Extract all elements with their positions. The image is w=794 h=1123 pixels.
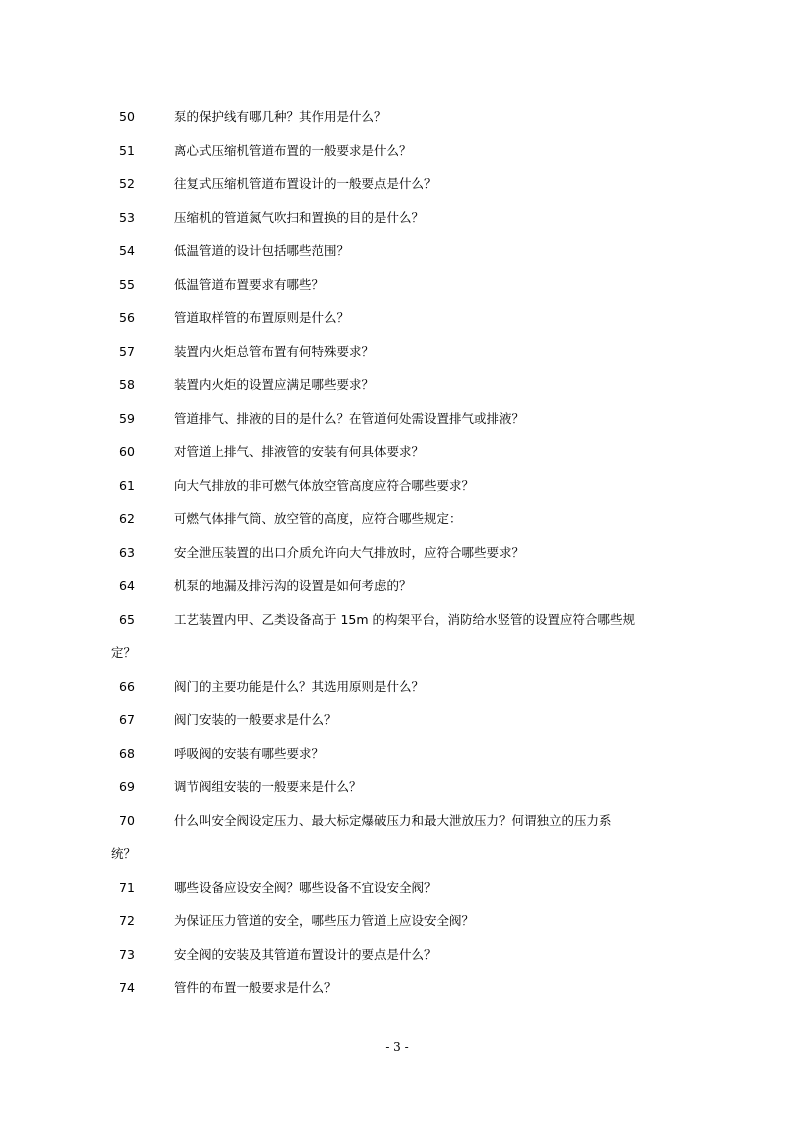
question-text: 装置内火炬总管布置有何特殊要求？ bbox=[174, 343, 375, 359]
question-number: 60 bbox=[119, 444, 135, 459]
question-text: 什么叫安全阀设定压力、最大标定爆破压力和最大泄放压力？何谓独立的压力系 bbox=[174, 812, 612, 828]
question-item bbox=[119, 745, 679, 763]
question-number: 58 bbox=[119, 377, 135, 392]
question-item bbox=[119, 879, 679, 897]
question-text: 向大气排放的非可燃气体放空管高度应符合哪些要求？ bbox=[174, 477, 475, 493]
question-text: 哪些设备应设安全阀？哪些设备不宜设安全阀？ bbox=[174, 879, 437, 895]
question-number: 54 bbox=[119, 243, 135, 258]
question-text: 工艺装置内甲、乙类设备高于 15m 的构架平台，消防给水竖管的设置应符合哪些规 bbox=[174, 611, 636, 627]
question-number: 53 bbox=[119, 209, 135, 225]
question-item bbox=[111, 812, 679, 864]
question-number: 71 bbox=[119, 879, 135, 895]
question-text: 阀门的主要功能是什么？其选用原则是什么？ bbox=[174, 678, 425, 694]
question-number: 56 bbox=[119, 310, 135, 325]
question-item bbox=[119, 979, 679, 997]
question-number: 64 bbox=[119, 578, 135, 593]
question-text: 离心式压缩机管道布置的一般要求是什么？ bbox=[174, 142, 412, 158]
question-item bbox=[119, 376, 679, 394]
question-item bbox=[119, 343, 679, 361]
question-list bbox=[111, 108, 679, 1013]
question-item bbox=[119, 175, 679, 193]
question-number: 52 bbox=[119, 176, 135, 191]
question-item bbox=[119, 142, 679, 160]
question-text: 呼吸阀的安装有哪些要求？ bbox=[174, 745, 325, 761]
question-number: 69 bbox=[119, 779, 135, 794]
question-text: 调节阀组安装的一般要来是什么？ bbox=[174, 779, 362, 794]
question-item bbox=[119, 309, 679, 327]
question-number: 62 bbox=[119, 511, 135, 526]
question-item bbox=[119, 778, 679, 796]
question-number: 61 bbox=[119, 477, 135, 493]
question-text: 安全阀的安装及其管道布置设计的要点是什么？ bbox=[174, 946, 437, 962]
question-item bbox=[119, 209, 679, 227]
question-item bbox=[119, 108, 679, 126]
question-text: 往复式压缩机管道布置设计的一般要点是什么？ bbox=[174, 176, 437, 191]
question-number: 57 bbox=[119, 343, 135, 359]
question-text-continuation: 统？ bbox=[111, 846, 137, 861]
question-text: 管件的布置一般要求是什么？ bbox=[174, 980, 337, 995]
question-number: 59 bbox=[119, 410, 135, 426]
question-number: 73 bbox=[119, 946, 135, 962]
question-number: 55 bbox=[119, 276, 135, 292]
question-item bbox=[119, 510, 679, 528]
question-text: 可燃气体排气筒、放空管的高度，应符合哪些规定： bbox=[174, 511, 462, 526]
question-item bbox=[119, 410, 679, 428]
question-number: 65 bbox=[119, 611, 135, 627]
question-text: 对管道上排气、排液管的安装有何具体要求？ bbox=[174, 444, 425, 459]
question-item bbox=[119, 678, 679, 696]
question-text: 泵的保护线有哪几种？其作用是什么？ bbox=[174, 109, 387, 124]
question-number: 68 bbox=[119, 745, 135, 761]
question-text: 机泵的地漏及排污沟的设置是如何考虑的？ bbox=[174, 578, 412, 593]
question-text: 低温管道的设计包括哪些范围？ bbox=[174, 243, 350, 258]
question-text: 低温管道布置要求有哪些？ bbox=[174, 276, 325, 292]
question-text: 阀门安装的一般要求是什么？ bbox=[174, 712, 337, 727]
question-text: 安全泄压装置的出口介质允许向大气排放时，应符合哪些要求？ bbox=[174, 544, 525, 560]
question-item bbox=[119, 276, 679, 294]
question-number: 74 bbox=[119, 980, 135, 995]
question-number: 50 bbox=[119, 109, 135, 124]
question-text-continuation: 定？ bbox=[111, 645, 137, 660]
question-text: 装置内火炬的设置应满足哪些要求？ bbox=[174, 377, 375, 392]
question-item bbox=[119, 242, 679, 260]
question-text: 为保证压力管道的安全，哪些压力管道上应设安全阀？ bbox=[174, 913, 475, 928]
question-number: 67 bbox=[119, 712, 135, 727]
question-item bbox=[119, 477, 679, 495]
page-number: - 3 - bbox=[385, 1040, 409, 1054]
question-number: 66 bbox=[119, 678, 135, 694]
question-item bbox=[111, 611, 679, 663]
question-item bbox=[119, 577, 679, 595]
question-number: 51 bbox=[119, 142, 135, 158]
question-item bbox=[119, 443, 679, 461]
question-number: 63 bbox=[119, 544, 135, 560]
question-text: 压缩机的管道氮气吹扫和置换的目的是什么？ bbox=[174, 209, 425, 225]
question-text: 管道取样管的布置原则是什么？ bbox=[174, 310, 350, 325]
question-number: 70 bbox=[119, 812, 135, 828]
question-item bbox=[119, 544, 679, 562]
question-number: 72 bbox=[119, 913, 135, 928]
question-item bbox=[119, 711, 679, 729]
question-item bbox=[119, 946, 679, 964]
question-item bbox=[119, 912, 679, 930]
question-text: 管道排气、排液的目的是什么？在管道何处需设置排气或排液？ bbox=[174, 410, 525, 426]
